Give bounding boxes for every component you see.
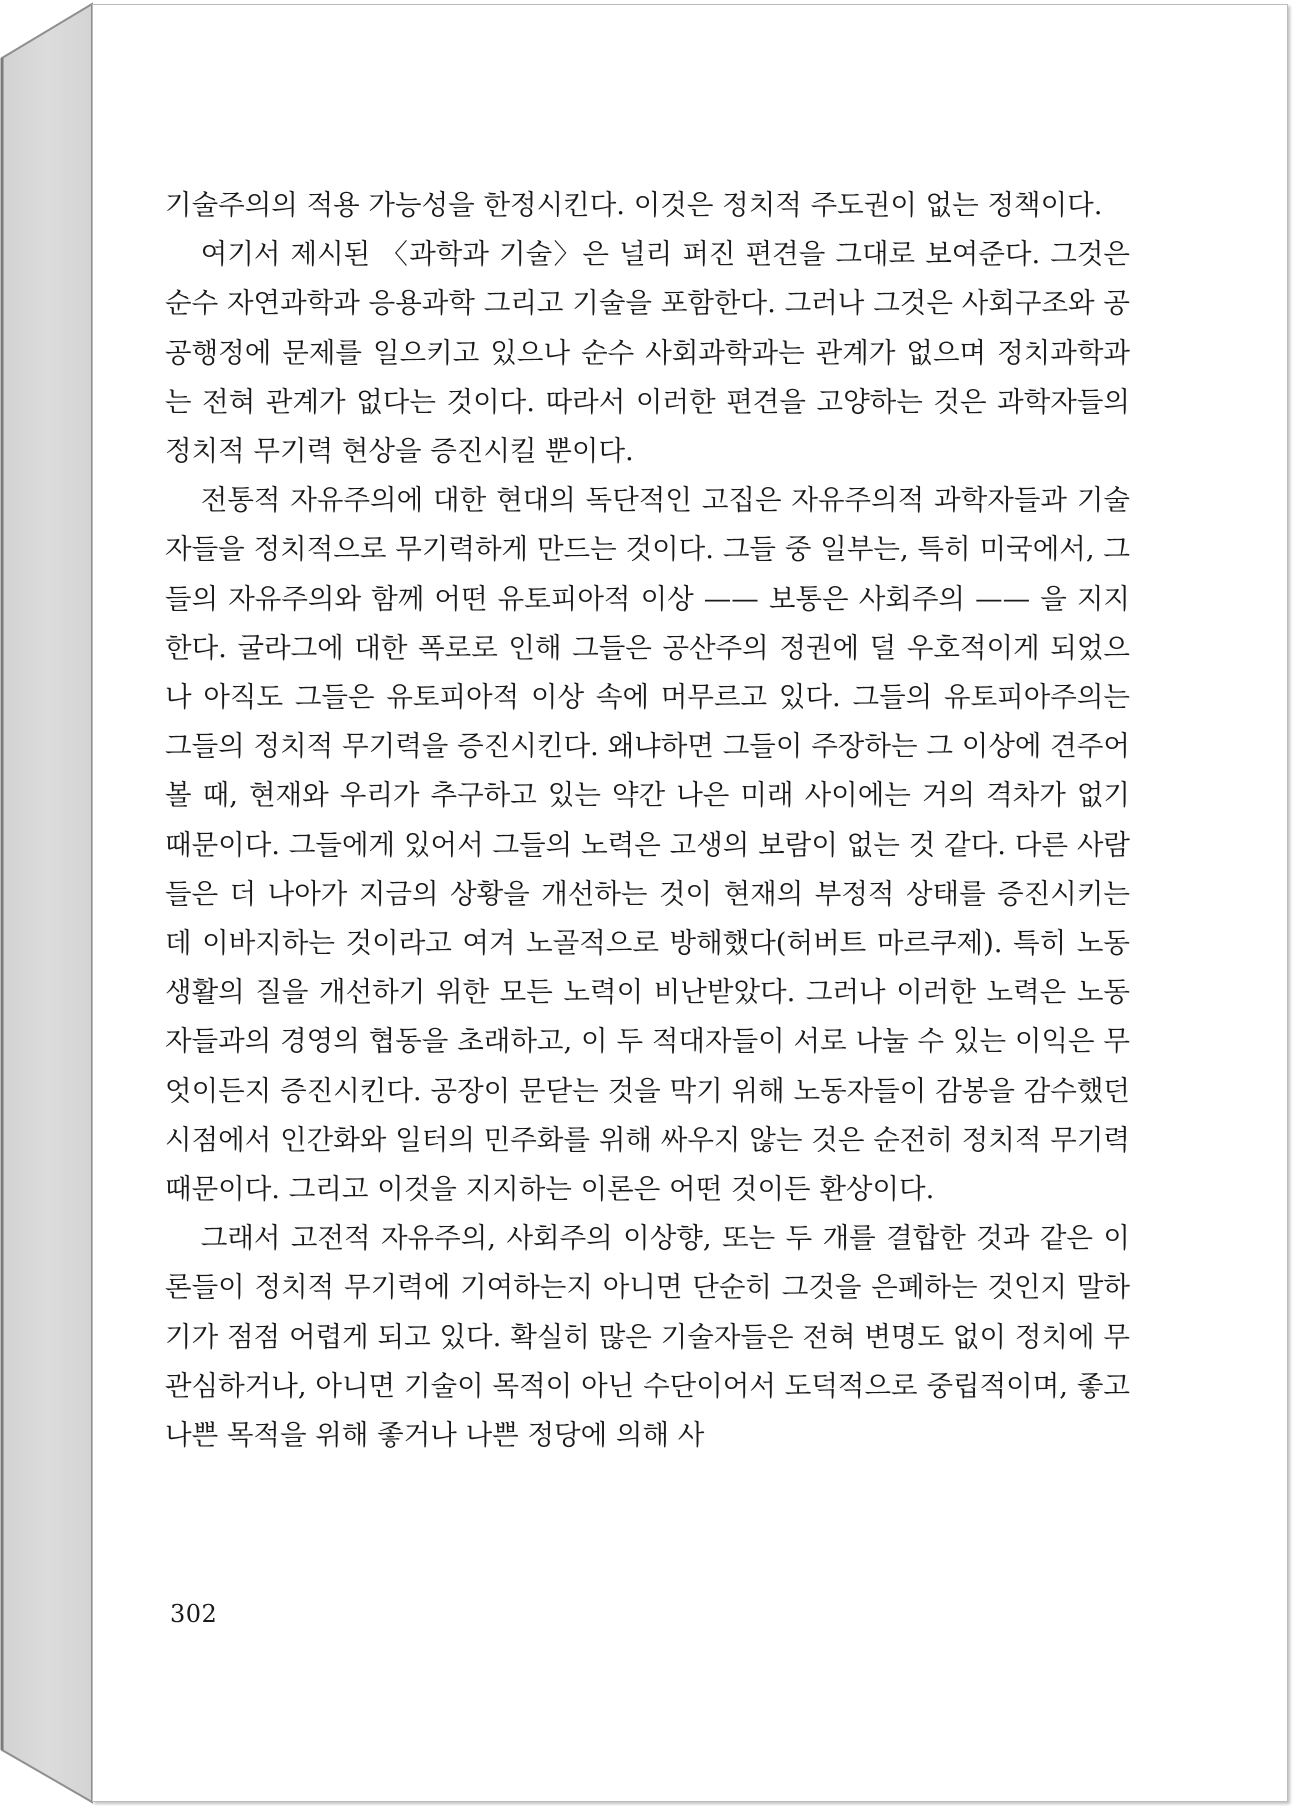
page-body-text (165, 181, 1130, 1460)
paragraph-2: 여기서 제시된 〈과학과 기술〉은 널리 퍼진 편견을 그대로 보여준다. 그것은 순수 자연과학과 응용과학 그리고 기술을 포함한다. 그러나 그것은 사회구조와 공공행정에 문제를 일으키고 있으나 순수 사회과학과는 관계가 없으며 정치과학과는 전혀 관계가 없다는 것이다. 따라서 이러한 편견을 고양하는 것은 과학자들의 정치적 무기력 현상을 증진시킬 뿐이다. (165, 238, 1130, 468)
paragraph-3: 전통적 자유주의에 대한 현대의 독단적인 고집은 자유주의적 과학자들과 기술자들을 정치적으로 무기력하게 만드는 것이다. 그들 중 일부는, 특히 미국에서, 그들의 자유주의와 함께 어떤 유토피아적 이상 —— 보통은 사회주의 —— 을 지지한다. 굴라그에 대한 폭로로 인해 그들은 공산주의 정권에 덜 우호적이게 되었으나 아직도 그들은 유토피아적 이상 속에 머무르고 있다. 그들의 유토피아주의는 그들의 정치적 무기력을 증진시킨다. 왜냐하면 그들이 주장하는 그 이상에 견주어 볼 때, 현재와 우리가 추구하고 있는 약간 나은 미래 사이에는 거의 격차가 없기 때문이다. 그들에게 있어서 그들의 노력은 고생의 보람이 없는 것 같다. 다른 사람들은 더 나아가 지금의 상황을 개선하는 것이 현재의 부정적 상태를 증진시키는 데 이바지하는 것이라고 여겨 노골적으로 방해했다(허버트 마르쿠제). 특히 노동 생활의 질을 개선하기 위한 모든 노력이 비난받았다. 그러나 이러한 노력은 노동자들과의 경영의 협동을 초래하고, 이 두 적대자들이 서로 나눌 수 있는 이익은 무엇이든지 증진시킨다. 공장이 문닫는 것을 막기 위해 노동자들이 감봉을 감수했던 시점에서 인간화와 일터의 민주화를 위해 싸우지 않는 것은 순전히 정치적 무기력 때문이다. 그리고 이것을 지지하는 이론은 어떤 것이든 환상이다. (165, 484, 1130, 1206)
paragraph-4: 그래서 고전적 자유주의, 사회주의 이상향, 또는 두 개를 결합한 것과 같은 이론들이 정치적 무기력에 기여하는지 아니면 단순히 그것을 은폐하는 것인지 말하기가 점점 어렵게 되고 있다. 확실히 많은 기술자들은 전혀 변명도 없이 정치에 무관심하거나, 아니면 기술이 목적이 아닌 수단이어서 도덕적으로 중립적이며, 좋고 나쁜 목적을 위해 좋거나 나쁜 정당에 의해 사 (165, 1222, 1130, 1452)
paragraph-1: 기술주의의 적용 가능성을 한정시킨다. 이것은 정치적 주도권이 없는 정책이다. (165, 189, 1103, 221)
page-number: 302 (170, 1600, 218, 1628)
